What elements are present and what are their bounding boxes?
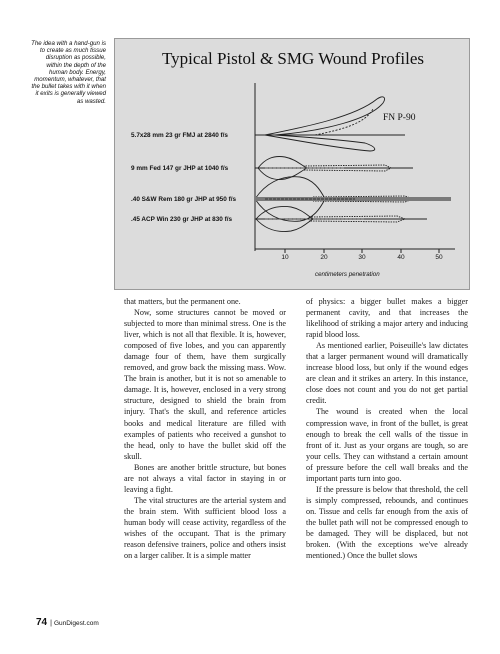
wound-profile-45acp xyxy=(255,207,427,232)
page-footer xyxy=(36,612,99,630)
figure-title: Typical Pistol & SMG Wound Profiles xyxy=(161,49,425,68)
paragraph: of physics: a bigger bullet makes a bigger permanent cavity, and that increases the likelihood of striking a major artery and inducing rapid blood loss. xyxy=(306,297,468,340)
site-name: GunDigest.com xyxy=(53,620,99,627)
row-label-57x28: 5.7x28 mm 23 gr FMJ at 2840 f/s xyxy=(131,132,228,139)
wound-profile-40sw xyxy=(255,177,451,222)
paragraph: Now, some structures cannot be moved or subjected to more than minimal stress. One is the liver, which is not all that flexible. It is, however, composed of five lobes, and you can apparently damage four of them, have them surgically removed, and grow back the missing mass. Wow. The brain is another, but it is not so amenable to damage. It is, however, enclosed in a very strong structure, designed to shield the brain from injury. That's the skull, and reference articles books and medical literature are filled with examples of patients who received a gunshot to the head, only to have the bullet skid off the skull. xyxy=(124,308,286,461)
paragraph: Bones are another brittle structure, but bones are not always a vital factor in staying in or leaving a fight. xyxy=(124,462,286,494)
footer-separator: | xyxy=(50,620,52,627)
paragraph: The vital structures are the arterial system and the brain stem. With sufficient blood loss a human body will cease activity, regardless of the wishes of the occupant. That is the primary reason defensive trainers, police and others insist on a larger caliber. It is a simple matter xyxy=(124,495,286,561)
tick-label: 10 xyxy=(281,254,289,261)
wound-profile-9mm xyxy=(255,156,413,179)
tick-label: 30 xyxy=(358,254,366,261)
paragraph: The wound is created when the local compression wave, in front of the bullet, is great enough to break the cell walls of the tissue in front of it. Just as your organs are tough, so are your cells. They can withstand a certain amount of pressure before the cell wall breaks and the important parts turn into goo. xyxy=(306,407,468,483)
x-axis-label: centimeters penetration xyxy=(315,271,380,278)
row-label-9mm: 9 mm Fed 147 gr JHP at 1040 f/s xyxy=(131,165,229,172)
wound-profile-57x28 xyxy=(255,97,405,151)
fn-p90-label: FN P-90 xyxy=(383,113,416,123)
paragraph: As mentioned earlier, Poiseuille's law dictates that a larger permanent wound will dramatically increase blood loss, but only if the wound edges are clean and it strikes an artery. In this instance, close does not count and you do not get partial credit. xyxy=(306,341,468,406)
row-label-40sw: .40 S&W Rem 180 gr JHP at 950 f/s xyxy=(131,196,237,203)
row-label-45acp: .45 ACP Win 230 gr JHP at 830 f/s xyxy=(131,216,233,223)
paragraph: If the pressure is below that threshold, the cell is simply compressed, rebounds, and continues on. Tissue and cells far enough from the axis of the bullet path will not be compressed enough to be damaged. They will be displaced, but not broken. (With the exceptions we've already mentioned.) Once the bullet slows xyxy=(306,484,468,561)
tick-label: 40 xyxy=(397,254,405,261)
body-column-left xyxy=(124,296,286,561)
body-column-right xyxy=(306,296,468,561)
page-number: 74 xyxy=(36,617,48,628)
x-axis-ticks xyxy=(285,249,439,253)
sidebar-caption: The idea with a hand-gun is to create as much tissue disruption as possible, within the depth of the human body. Energy, momentum, whatever, that the bullet takes with it when it exits is generally viewed as wasted. xyxy=(31,40,106,105)
tick-label: 20 xyxy=(320,254,328,261)
tick-label: 50 xyxy=(435,254,443,261)
wound-profile-figure xyxy=(114,38,470,290)
paragraph: that matters, but the permanent one. xyxy=(124,297,241,306)
